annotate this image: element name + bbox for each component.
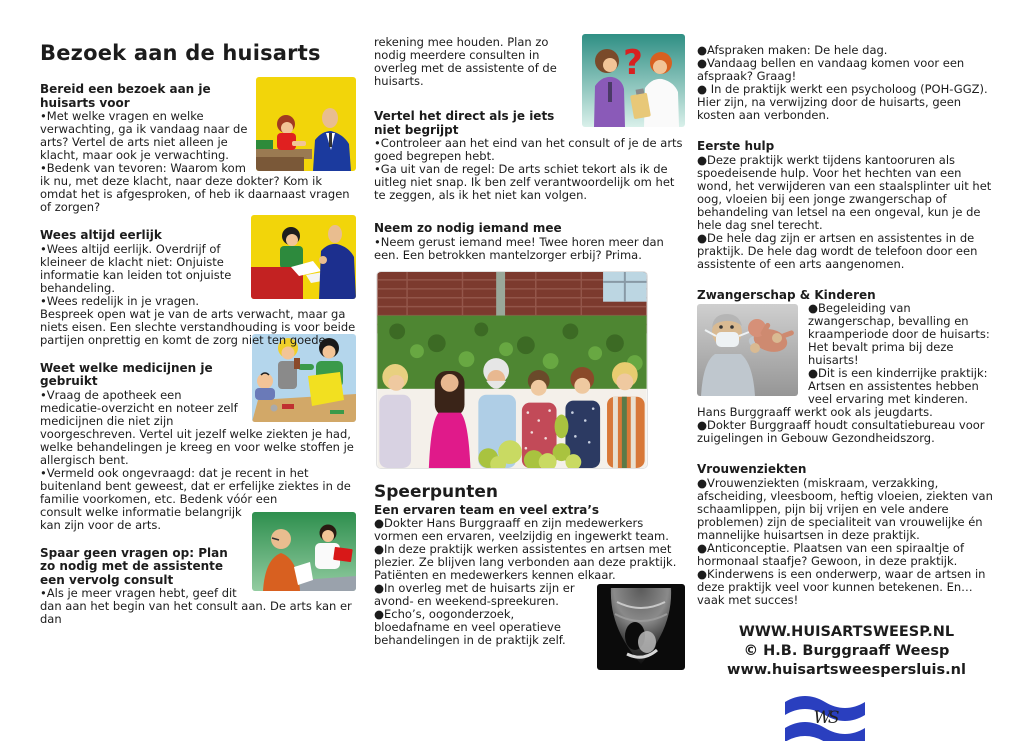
section-heading: Neem zo nodig iemand mee bbox=[374, 221, 562, 235]
section-afspraken bbox=[697, 44, 996, 122]
paragraph: ●In overleg met de huisarts zijn er avond- en weekend-spreekuren. bbox=[374, 580, 575, 608]
paragraph: •Vraag de apotheek een medicatie-overzicht en noteer zelf medicijnen die niet zijn voorgeschreven. Vertel uit jezelf welke ziekten je had, welke behandelingen je kreeg en voor welke stoffen je allergisch bent. bbox=[40, 387, 354, 467]
speerpunten-subheading: Een ervaren team en veel extra’s bbox=[374, 502, 600, 517]
weesp-flag-logo bbox=[785, 695, 865, 741]
left-column bbox=[40, 36, 356, 626]
speerpunten-title: Speerpunten bbox=[374, 481, 498, 502]
paragraph: ●In deze praktijk werken assistentes en artsen met plezier. Ze blijven lang verbonden aan deze praktijk. Patiënten en medewerkers kennen elkaar. bbox=[374, 541, 677, 582]
paragraph: ●Anticonceptie. Plaatsen van een spiraaltje of hormonaal staafje? Gewoon, in deze praktijk. bbox=[697, 540, 964, 568]
paragraph: ●De hele dag zijn er artsen en assistentes in de praktijk. De hele dag wordt de telefoon door een assistente of een arts aangenomen. bbox=[697, 230, 978, 271]
paragraph: ●Afspraken maken: De hele dag. bbox=[697, 43, 888, 57]
section-vrouwenziekten bbox=[697, 463, 996, 607]
footer bbox=[697, 623, 996, 680]
paragraph: •Met welke vragen en welke verwachting, ga ik vandaag naar de arts? Vertel de arts niet alleen je klacht, maar ook je verwachting. bbox=[40, 109, 248, 162]
section-eerste-hulp bbox=[697, 140, 996, 271]
paragraph: ●Vrouwenziekten (miskraam, verzakking, afscheiding, vleesboom, heftig vloeien, ziekten van schaamlippen, pijn bij vrijen en vele andere problemen) zijn de specialiteit van vrouwelijke én mannelijke huisartsen in deze praktijk. bbox=[697, 475, 993, 542]
paragraph: ●Echo’s, oogonderzoek, bloedafname en veel operatieve behandelingen in de praktijk zelf. bbox=[374, 606, 566, 647]
cartoon-question-illustration bbox=[582, 34, 685, 127]
copyright-line: © H.B. Burggraaff Weesp bbox=[743, 642, 950, 659]
paragraph: ●Deze praktijk werkt tijdens kantooruren als spoedeisende hulp. Voor het hechten van een wond, het verwijderen van een staalsplinter uit het oog, vloeien bij een jonge zwangerschap of behandeling van letsel na een ongeval, kun je de hele dag snel terecht. bbox=[697, 152, 992, 232]
paragraph: •Ga uit van de regel: De arts schiet tekort als ik de uitleg niet snap. Ik ben zelf verantwoordelijk om het te zeggen, als ik het niet kan volgen. bbox=[374, 162, 675, 202]
paragraph: ●Dokter Burggraaff houdt consultatiebureau voor zuigelingen in Gebouw Gezondheidszorg. bbox=[697, 418, 985, 445]
section-heading: Weet welke medicijnen je gebruikt bbox=[40, 360, 213, 388]
section-wees-eerlijk bbox=[40, 229, 356, 347]
section-iemand-mee bbox=[374, 222, 685, 262]
question-mark-icon: ? bbox=[623, 43, 643, 83]
middle-column bbox=[374, 36, 685, 674]
paragraph: ●Kinderwens is een onderwerp, waar de artsen in deze praktijk veel voor kunnen betekenen. En… vaak met succes! bbox=[697, 566, 986, 607]
paragraph-continuation: rekening mee houden. Plan zo nodig meerdere consulten in overleg met de assistente of de huisarts. bbox=[374, 35, 557, 88]
cartoon-assistant-desk-illustration bbox=[252, 512, 356, 591]
website-url-main: WWW.HUISARTSWEESP.NL bbox=[738, 623, 955, 640]
paragraph: •Bedenk van tevoren: Waarom kom ik nu, met deze klacht, naar deze dokter? Kom ik omdat het is afgesproken, of heb ik daarnaast vragen of zorgen? bbox=[40, 161, 350, 214]
paragraph: •Wees redelijk in je vragen. Bespreek open wat je van de arts verwacht, maar ga niets eisen. Een slechte verstandhouding is voor beide partijen onprettig en komt de zorg niet ten goede. bbox=[40, 293, 356, 347]
website-url-secondary: www.huisartsweespersluis.nl bbox=[727, 661, 966, 678]
section-heading: Wees altijd eerlijk bbox=[40, 228, 162, 242]
paragraph: •Als je meer vragen hebt, geef dit dan aan het begin van het consult aan. De arts kan er dan bbox=[40, 586, 352, 626]
paragraph: Hans Burggraaff werkt ook als jeugdarts. bbox=[697, 405, 933, 419]
section-heading: Bereid een bezoek aan je huisarts voor bbox=[40, 82, 211, 110]
paragraph: ● In de praktijk werkt een psycholoog (POH-GGZ). Hier zijn, na verwijzing door de huisarts, geen kosten aan verbonden. bbox=[697, 82, 988, 122]
team-photo bbox=[376, 271, 648, 469]
section-heading: Zwangerschap & Kinderen bbox=[697, 287, 876, 302]
ultrasound-image bbox=[597, 584, 685, 670]
paragraph: ●Dokter Hans Burggraaff en zijn medewerkers vormen een ervaren, veelzijdig en ingewerkt team. bbox=[374, 515, 669, 543]
section-speerpunten bbox=[374, 481, 685, 647]
section-heading: Vrouwenziekten bbox=[697, 462, 807, 476]
paragraph: •Wees altijd eerlijk. Overdrijf of kleineer de klacht niet: Onjuiste informatie kan leiden tot onjuiste behandeling. bbox=[40, 241, 232, 295]
section-heading: Vertel het direct als je iets niet begrijpt bbox=[374, 109, 555, 137]
flag-monogram: WS bbox=[813, 707, 837, 728]
cartoon-family-medicines-illustration bbox=[252, 334, 356, 422]
section-heading: Spaar geen vragen op: Plan zo nodig met de assistente een vervolg consult bbox=[40, 545, 228, 587]
paragraph: •Vermeld ook ongevraagd: dat je recent in het buitenland bent geweest, dat er erfelijke ziektes in de familie voorkomen, etc. Bedenk vóór een bbox=[40, 465, 351, 506]
paragraph: consult welke informatie belangrijk kan zijn voor de arts. bbox=[40, 504, 242, 532]
cartoon-reception-desk-illustration bbox=[256, 77, 356, 171]
page-title: Bezoek aan de huisarts bbox=[40, 41, 321, 65]
right-column bbox=[697, 36, 996, 741]
paragraph: •Neem gerust iemand mee! Twee horen meer dan een. Een betrokken mantelzorger erbij? Prima. bbox=[374, 234, 664, 262]
paragraph: ●Vandaag bellen en vandaag komen voor een afspraak? Graag! bbox=[697, 56, 965, 83]
section-bereid-bezoek bbox=[40, 83, 356, 214]
section-medicijnen bbox=[40, 362, 356, 532]
paragraph: ●Dit is een kinderrijke praktijk: Artsen en assistentes hebben veel ervaring met kinderen. bbox=[808, 366, 988, 406]
paragraph: •Controleer aan het eind van het consult of je de arts goed begrepen hebt. bbox=[374, 136, 683, 163]
doctor-with-baby-photo bbox=[697, 304, 798, 396]
cartoon-honest-consult-illustration bbox=[251, 215, 356, 299]
section-zwangerschap bbox=[697, 289, 996, 446]
paragraph: ●Begeleiding van zwangerschap, bevalling en kraamperiode door de huisarts: Het bevalt prima bij deze huisarts! bbox=[808, 301, 990, 367]
section-heading: Eerste hulp bbox=[697, 139, 775, 153]
